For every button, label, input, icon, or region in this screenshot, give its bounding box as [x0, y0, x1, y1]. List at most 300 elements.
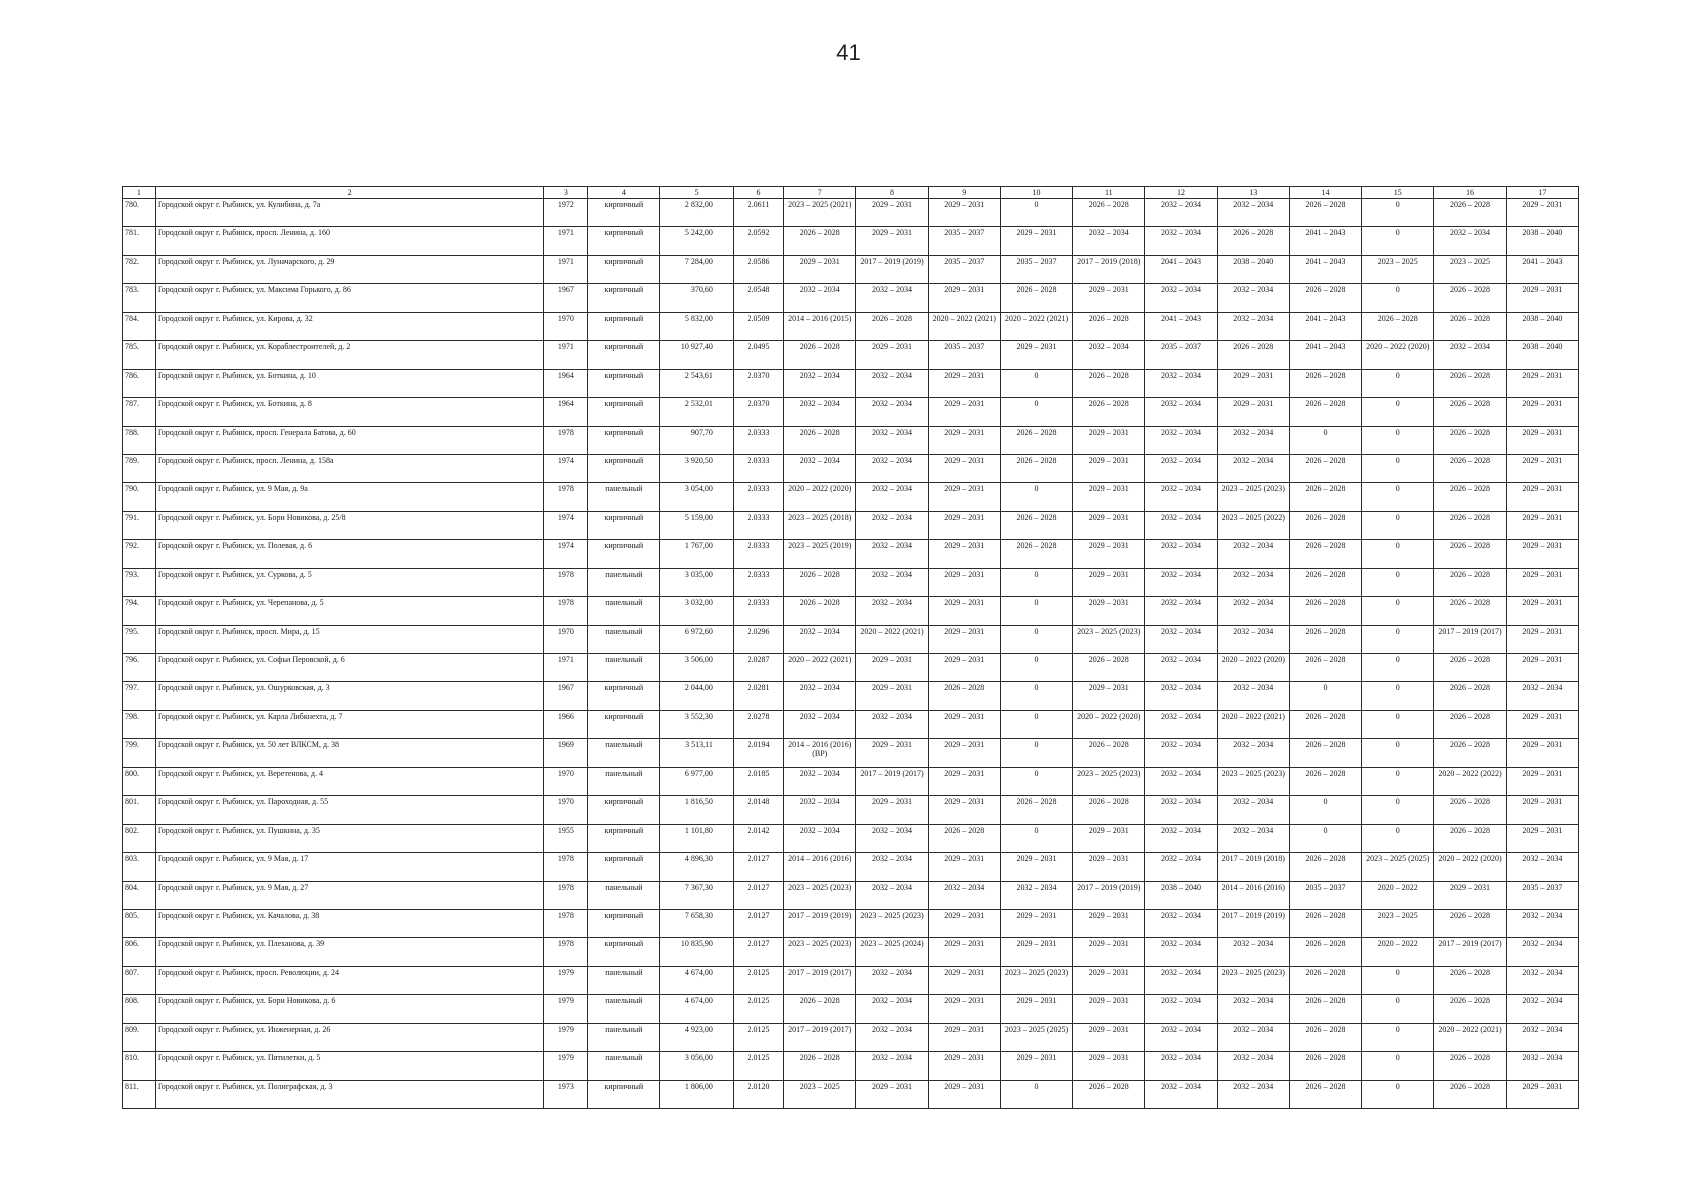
period-col-15-cell: 0 — [1362, 199, 1434, 227]
table-row — [123, 909, 1579, 937]
period-col-17-cell: 2029 – 2031 — [1506, 654, 1578, 682]
period-col-7-cell: 2017 – 2019 (2017) — [784, 966, 856, 994]
period-col-14-cell: 2041 – 2043 — [1289, 255, 1361, 283]
wall-material-cell: кирпичный — [588, 824, 660, 852]
period-col-9-cell: 2029 – 2031 — [928, 909, 1000, 937]
address-cell: Городской округ г. Рыбинск, просп. Революции, д. 24 — [155, 966, 544, 994]
period-col-13-cell: 2032 – 2034 — [1217, 199, 1289, 227]
address-cell: Городской округ г. Рыбинск, ул. Луначарского, д. 29 — [155, 255, 544, 283]
year-built-cell: 1964 — [544, 369, 588, 397]
period-col-7-cell: 2032 – 2034 — [784, 284, 856, 312]
address-cell: Городской округ г. Рыбинск, ул. Бори Новикова, д. 25/8 — [155, 511, 544, 539]
column-header-11: 11 — [1073, 187, 1145, 199]
year-built-cell: 1979 — [544, 1023, 588, 1051]
period-col-16-cell: 2026 – 2028 — [1434, 1052, 1506, 1080]
year-built-cell: 1970 — [544, 312, 588, 340]
period-col-17-cell: 2029 – 2031 — [1506, 625, 1578, 653]
address-cell: Городской округ г. Рыбинск, ул. Карла Либкнехта, д. 7 — [155, 710, 544, 738]
table-row — [123, 995, 1579, 1023]
period-col-14-cell: 2026 – 2028 — [1289, 398, 1361, 426]
period-col-15-cell: 0 — [1362, 966, 1434, 994]
period-col-9-cell: 2035 – 2037 — [928, 227, 1000, 255]
period-col-8-cell: 2020 – 2022 (2021) — [856, 625, 928, 653]
period-col-9-cell: 2029 – 2031 — [928, 597, 1000, 625]
address-cell: Городской округ г. Рыбинск, ул. Полиграфская, д. 3 — [155, 1080, 544, 1108]
period-col-8-cell: 2032 – 2034 — [856, 853, 928, 881]
period-col-11-cell: 2023 – 2025 (2023) — [1073, 625, 1145, 653]
period-col-14-cell: 2026 – 2028 — [1289, 909, 1361, 937]
wall-material-cell: панельный — [588, 1023, 660, 1051]
period-col-16-cell: 2026 – 2028 — [1434, 654, 1506, 682]
year-built-cell: 1978 — [544, 568, 588, 596]
total-area-cell: 3 920,50 — [660, 454, 733, 482]
period-col-17-cell: 2029 – 2031 — [1506, 568, 1578, 596]
address-cell: Городской округ г. Рыбинск, ул. Суркова, д. 5 — [155, 568, 544, 596]
address-cell: Городской округ г. Рыбинск, ул. Кирова, д. 32 — [155, 312, 544, 340]
period-col-14-cell: 2026 – 2028 — [1289, 739, 1361, 767]
year-built-cell: 1978 — [544, 909, 588, 937]
period-col-16-cell: 2026 – 2028 — [1434, 710, 1506, 738]
year-built-cell: 1974 — [544, 454, 588, 482]
period-col-9-cell: 2029 – 2031 — [928, 654, 1000, 682]
column-header-12: 12 — [1145, 187, 1217, 199]
wall-material-cell: кирпичный — [588, 909, 660, 937]
period-col-9-cell: 2029 – 2031 — [928, 540, 1000, 568]
period-col-16-cell: 2032 – 2034 — [1434, 341, 1506, 369]
period-col-8-cell: 2032 – 2034 — [856, 881, 928, 909]
period-col-7-cell: 2023 – 2025 — [784, 1080, 856, 1108]
period-col-7-cell: 2032 – 2034 — [784, 369, 856, 397]
total-area-cell: 7 284,00 — [660, 255, 733, 283]
priority-index-cell: 2.0125 — [733, 995, 783, 1023]
period-col-15-cell: 0 — [1362, 1052, 1434, 1080]
period-col-7-cell: 2014 – 2016 (2015) — [784, 312, 856, 340]
period-col-15-cell: 2020 – 2022 (2020) — [1362, 341, 1434, 369]
period-col-11-cell: 2029 – 2031 — [1073, 511, 1145, 539]
period-col-16-cell: 2020 – 2022 (2022) — [1434, 767, 1506, 795]
period-col-17-cell: 2032 – 2034 — [1506, 682, 1578, 710]
period-col-8-cell: 2017 – 2019 (2017) — [856, 767, 928, 795]
period-col-15-cell: 0 — [1362, 227, 1434, 255]
period-col-8-cell: 2032 – 2034 — [856, 454, 928, 482]
period-col-7-cell: 2026 – 2028 — [784, 1052, 856, 1080]
period-col-16-cell: 2026 – 2028 — [1434, 426, 1506, 454]
period-col-7-cell: 2032 – 2034 — [784, 398, 856, 426]
period-col-7-cell: 2014 – 2016 (2016) (ВР) — [784, 739, 856, 767]
year-built-cell: 1967 — [544, 284, 588, 312]
period-col-7-cell: 2026 – 2028 — [784, 227, 856, 255]
row-number-cell: 795. — [123, 625, 156, 653]
table-row — [123, 312, 1579, 340]
period-col-15-cell: 0 — [1362, 369, 1434, 397]
period-col-10-cell: 2029 – 2031 — [1000, 853, 1072, 881]
period-col-15-cell: 0 — [1362, 739, 1434, 767]
period-col-9-cell: 2032 – 2034 — [928, 881, 1000, 909]
period-col-14-cell: 2026 – 2028 — [1289, 284, 1361, 312]
period-col-8-cell: 2023 – 2025 (2023) — [856, 909, 928, 937]
period-col-8-cell: 2029 – 2031 — [856, 682, 928, 710]
wall-material-cell: панельный — [588, 881, 660, 909]
period-col-16-cell: 2026 – 2028 — [1434, 682, 1506, 710]
wall-material-cell: кирпичный — [588, 796, 660, 824]
total-area-cell: 5 159,00 — [660, 511, 733, 539]
period-col-8-cell: 2032 – 2034 — [856, 1052, 928, 1080]
year-built-cell: 1970 — [544, 767, 588, 795]
priority-index-cell: 2.0278 — [733, 710, 783, 738]
table-row — [123, 853, 1579, 881]
year-built-cell: 1966 — [544, 710, 588, 738]
priority-index-cell: 2.0548 — [733, 284, 783, 312]
period-col-8-cell: 2029 – 2031 — [856, 654, 928, 682]
period-col-11-cell: 2029 – 2031 — [1073, 568, 1145, 596]
year-built-cell: 1978 — [544, 938, 588, 966]
wall-material-cell: кирпичный — [588, 284, 660, 312]
period-col-12-cell: 2032 – 2034 — [1145, 767, 1217, 795]
table-row — [123, 284, 1579, 312]
column-header-17: 17 — [1506, 187, 1578, 199]
period-col-14-cell: 2026 – 2028 — [1289, 511, 1361, 539]
period-col-7-cell: 2032 – 2034 — [784, 625, 856, 653]
period-col-17-cell: 2032 – 2034 — [1506, 853, 1578, 881]
period-col-10-cell: 0 — [1000, 1080, 1072, 1108]
period-col-10-cell: 2020 – 2022 (2021) — [1000, 312, 1072, 340]
year-built-cell: 1971 — [544, 255, 588, 283]
table-row — [123, 597, 1579, 625]
period-col-10-cell: 0 — [1000, 597, 1072, 625]
period-col-8-cell: 2032 – 2034 — [856, 284, 928, 312]
row-number-cell: 781. — [123, 227, 156, 255]
priority-index-cell: 2.0127 — [733, 938, 783, 966]
year-built-cell: 1979 — [544, 995, 588, 1023]
table-row — [123, 568, 1579, 596]
year-built-cell: 1967 — [544, 682, 588, 710]
page-number: 41 — [836, 40, 861, 65]
period-col-14-cell: 2026 – 2028 — [1289, 369, 1361, 397]
period-col-13-cell: 2023 – 2025 (2023) — [1217, 767, 1289, 795]
period-col-7-cell: 2032 – 2034 — [784, 710, 856, 738]
total-area-cell: 3 056,00 — [660, 1052, 733, 1080]
priority-index-cell: 2.0148 — [733, 796, 783, 824]
period-col-13-cell: 2032 – 2034 — [1217, 1052, 1289, 1080]
row-number-cell: 790. — [123, 483, 156, 511]
wall-material-cell: кирпичный — [588, 255, 660, 283]
period-col-9-cell: 2029 – 2031 — [928, 938, 1000, 966]
period-col-17-cell: 2029 – 2031 — [1506, 739, 1578, 767]
period-col-13-cell: 2023 – 2025 (2023) — [1217, 966, 1289, 994]
period-col-16-cell: 2026 – 2028 — [1434, 284, 1506, 312]
priority-index-cell: 2.0125 — [733, 966, 783, 994]
period-col-16-cell: 2026 – 2028 — [1434, 1080, 1506, 1108]
period-col-7-cell: 2014 – 2016 (2016) — [784, 853, 856, 881]
period-col-16-cell: 2026 – 2028 — [1434, 483, 1506, 511]
period-col-9-cell: 2029 – 2031 — [928, 1080, 1000, 1108]
period-col-9-cell: 2029 – 2031 — [928, 199, 1000, 227]
period-col-8-cell: 2032 – 2034 — [856, 824, 928, 852]
period-col-15-cell: 0 — [1362, 1080, 1434, 1108]
period-col-8-cell: 2032 – 2034 — [856, 540, 928, 568]
row-number-cell: 797. — [123, 682, 156, 710]
period-col-10-cell: 0 — [1000, 654, 1072, 682]
period-col-8-cell: 2032 – 2034 — [856, 966, 928, 994]
period-col-12-cell: 2041 – 2043 — [1145, 255, 1217, 283]
period-col-11-cell: 2029 – 2031 — [1073, 483, 1145, 511]
period-col-16-cell: 2017 – 2019 (2017) — [1434, 938, 1506, 966]
address-cell: Городской округ г. Рыбинск, ул. 9 Мая, д. 9а — [155, 483, 544, 511]
period-col-10-cell: 0 — [1000, 568, 1072, 596]
period-col-16-cell: 2023 – 2025 — [1434, 255, 1506, 283]
period-col-11-cell: 2029 – 2031 — [1073, 909, 1145, 937]
table-row — [123, 255, 1579, 283]
priority-index-cell: 2.0142 — [733, 824, 783, 852]
period-col-12-cell: 2032 – 2034 — [1145, 426, 1217, 454]
period-col-10-cell: 2023 – 2025 (2025) — [1000, 1023, 1072, 1051]
row-number-cell: 788. — [123, 426, 156, 454]
period-col-13-cell: 2029 – 2031 — [1217, 369, 1289, 397]
housing-register-table — [122, 186, 1579, 1109]
year-built-cell: 1979 — [544, 966, 588, 994]
period-col-16-cell: 2026 – 2028 — [1434, 540, 1506, 568]
year-built-cell: 1971 — [544, 654, 588, 682]
year-built-cell: 1978 — [544, 597, 588, 625]
period-col-12-cell: 2032 – 2034 — [1145, 853, 1217, 881]
period-col-17-cell: 2032 – 2034 — [1506, 909, 1578, 937]
period-col-15-cell: 2023 – 2025 — [1362, 909, 1434, 937]
period-col-12-cell: 2038 – 2040 — [1145, 881, 1217, 909]
table-row — [123, 426, 1579, 454]
period-col-14-cell: 2026 – 2028 — [1289, 568, 1361, 596]
period-col-8-cell: 2032 – 2034 — [856, 511, 928, 539]
period-col-7-cell: 2026 – 2028 — [784, 597, 856, 625]
priority-index-cell: 2.0296 — [733, 625, 783, 653]
wall-material-cell: кирпичный — [588, 511, 660, 539]
period-col-13-cell: 2032 – 2034 — [1217, 1080, 1289, 1108]
row-number-cell: 804. — [123, 881, 156, 909]
period-col-16-cell: 2026 – 2028 — [1434, 739, 1506, 767]
total-area-cell: 5 832,00 — [660, 312, 733, 340]
period-col-8-cell: 2029 – 2031 — [856, 1080, 928, 1108]
period-col-10-cell: 2029 – 2031 — [1000, 938, 1072, 966]
row-number-cell: 801. — [123, 796, 156, 824]
total-area-cell: 3 032,00 — [660, 597, 733, 625]
period-col-11-cell: 2029 – 2031 — [1073, 682, 1145, 710]
period-col-8-cell: 2032 – 2034 — [856, 369, 928, 397]
period-col-10-cell: 2026 – 2028 — [1000, 454, 1072, 482]
period-col-14-cell: 2026 – 2028 — [1289, 1052, 1361, 1080]
period-col-13-cell: 2032 – 2034 — [1217, 312, 1289, 340]
period-col-9-cell: 2029 – 2031 — [928, 369, 1000, 397]
address-cell: Городской округ г. Рыбинск, ул. Пароходная, д. 55 — [155, 796, 544, 824]
period-col-8-cell: 2032 – 2034 — [856, 426, 928, 454]
period-col-17-cell: 2038 – 2040 — [1506, 341, 1578, 369]
period-col-9-cell: 2029 – 2031 — [928, 398, 1000, 426]
priority-index-cell: 2.0333 — [733, 426, 783, 454]
total-area-cell: 2 543,61 — [660, 369, 733, 397]
row-number-cell: 809. — [123, 1023, 156, 1051]
period-col-11-cell: 2029 – 2031 — [1073, 1052, 1145, 1080]
period-col-13-cell: 2020 – 2022 (2020) — [1217, 654, 1289, 682]
row-number-cell: 799. — [123, 739, 156, 767]
table-row — [123, 511, 1579, 539]
period-col-11-cell: 2029 – 2031 — [1073, 938, 1145, 966]
column-header-6: 6 — [733, 187, 783, 199]
period-col-9-cell: 2020 – 2022 (2021) — [928, 312, 1000, 340]
period-col-16-cell: 2026 – 2028 — [1434, 909, 1506, 937]
period-col-10-cell: 2029 – 2031 — [1000, 341, 1072, 369]
year-built-cell: 1970 — [544, 625, 588, 653]
wall-material-cell: панельный — [588, 625, 660, 653]
period-col-15-cell: 0 — [1362, 824, 1434, 852]
table-row — [123, 938, 1579, 966]
wall-material-cell: панельный — [588, 739, 660, 767]
period-col-15-cell: 0 — [1362, 540, 1434, 568]
period-col-16-cell: 2026 – 2028 — [1434, 824, 1506, 852]
period-col-16-cell: 2026 – 2028 — [1434, 199, 1506, 227]
period-col-10-cell: 0 — [1000, 739, 1072, 767]
year-built-cell: 1972 — [544, 199, 588, 227]
period-col-8-cell: 2029 – 2031 — [856, 227, 928, 255]
wall-material-cell: панельный — [588, 767, 660, 795]
row-number-cell: 796. — [123, 654, 156, 682]
priority-index-cell: 2.0125 — [733, 1023, 783, 1051]
address-cell: Городской округ г. Рыбинск, ул. Боткина, д. 8 — [155, 398, 544, 426]
period-col-14-cell: 0 — [1289, 426, 1361, 454]
period-col-11-cell: 2029 – 2031 — [1073, 540, 1145, 568]
address-cell: Городской округ г. Рыбинск, просп. Генерала Батова, д. 60 — [155, 426, 544, 454]
period-col-9-cell: 2029 – 2031 — [928, 767, 1000, 795]
priority-index-cell: 2.0370 — [733, 369, 783, 397]
year-built-cell: 1978 — [544, 483, 588, 511]
year-built-cell: 1971 — [544, 341, 588, 369]
period-col-9-cell: 2026 – 2028 — [928, 682, 1000, 710]
column-header-1: 1 — [123, 187, 156, 199]
period-col-15-cell: 2026 – 2028 — [1362, 312, 1434, 340]
period-col-14-cell: 0 — [1289, 824, 1361, 852]
wall-material-cell: панельный — [588, 654, 660, 682]
total-area-cell: 4 674,00 — [660, 966, 733, 994]
period-col-15-cell: 0 — [1362, 597, 1434, 625]
period-col-17-cell: 2029 – 2031 — [1506, 426, 1578, 454]
period-col-9-cell: 2026 – 2028 — [928, 824, 1000, 852]
period-col-13-cell: 2032 – 2034 — [1217, 454, 1289, 482]
period-col-16-cell: 2026 – 2028 — [1434, 312, 1506, 340]
period-col-17-cell: 2029 – 2031 — [1506, 454, 1578, 482]
period-col-17-cell: 2029 – 2031 — [1506, 597, 1578, 625]
period-col-12-cell: 2032 – 2034 — [1145, 625, 1217, 653]
period-col-7-cell: 2026 – 2028 — [784, 995, 856, 1023]
period-col-8-cell: 2032 – 2034 — [856, 483, 928, 511]
period-col-16-cell: 2020 – 2022 (2020) — [1434, 853, 1506, 881]
priority-index-cell: 2.0333 — [733, 540, 783, 568]
period-col-16-cell: 2026 – 2028 — [1434, 966, 1506, 994]
period-col-10-cell: 2032 – 2034 — [1000, 881, 1072, 909]
period-col-17-cell: 2032 – 2034 — [1506, 995, 1578, 1023]
priority-index-cell: 2.0185 — [733, 767, 783, 795]
row-number-cell: 806. — [123, 938, 156, 966]
period-col-7-cell: 2023 – 2025 (2021) — [784, 199, 856, 227]
priority-index-cell: 2.0370 — [733, 398, 783, 426]
period-col-13-cell: 2026 – 2028 — [1217, 227, 1289, 255]
period-col-11-cell: 2029 – 2031 — [1073, 597, 1145, 625]
period-col-8-cell: 2029 – 2031 — [856, 739, 928, 767]
period-col-15-cell: 0 — [1362, 483, 1434, 511]
table-row — [123, 369, 1579, 397]
period-col-14-cell: 2035 – 2037 — [1289, 881, 1361, 909]
row-number-cell: 800. — [123, 767, 156, 795]
period-col-7-cell: 2029 – 2031 — [784, 255, 856, 283]
period-col-14-cell: 2026 – 2028 — [1289, 995, 1361, 1023]
period-col-11-cell: 2029 – 2031 — [1073, 995, 1145, 1023]
period-col-13-cell: 2032 – 2034 — [1217, 625, 1289, 653]
period-col-8-cell: 2032 – 2034 — [856, 1023, 928, 1051]
period-col-12-cell: 2032 – 2034 — [1145, 796, 1217, 824]
period-col-7-cell: 2017 – 2019 (2017) — [784, 1023, 856, 1051]
period-col-10-cell: 2029 – 2031 — [1000, 1052, 1072, 1080]
total-area-cell: 3 054,00 — [660, 483, 733, 511]
period-col-15-cell: 0 — [1362, 654, 1434, 682]
period-col-17-cell: 2032 – 2034 — [1506, 1023, 1578, 1051]
period-col-11-cell: 2029 – 2031 — [1073, 454, 1145, 482]
address-cell: Городской округ г. Рыбинск, ул. Ошурковская, д. 3 — [155, 682, 544, 710]
column-header-8: 8 — [856, 187, 928, 199]
period-col-17-cell: 2029 – 2031 — [1506, 824, 1578, 852]
address-cell: Городской округ г. Рыбинск, ул. 9 Мая, д. 27 — [155, 881, 544, 909]
priority-index-cell: 2.0120 — [733, 1080, 783, 1108]
period-col-11-cell: 2026 – 2028 — [1073, 1080, 1145, 1108]
period-col-13-cell: 2038 – 2040 — [1217, 255, 1289, 283]
table-row — [123, 1023, 1579, 1051]
year-built-cell: 1978 — [544, 881, 588, 909]
row-number-cell: 807. — [123, 966, 156, 994]
total-area-cell: 6 977,00 — [660, 767, 733, 795]
period-col-12-cell: 2032 – 2034 — [1145, 1080, 1217, 1108]
period-col-14-cell: 2026 – 2028 — [1289, 767, 1361, 795]
period-col-8-cell: 2029 – 2031 — [856, 199, 928, 227]
table-row — [123, 739, 1579, 767]
period-col-9-cell: 2035 – 2037 — [928, 255, 1000, 283]
period-col-16-cell: 2026 – 2028 — [1434, 796, 1506, 824]
row-number-cell: 793. — [123, 568, 156, 596]
total-area-cell: 3 552,30 — [660, 710, 733, 738]
year-built-cell: 1978 — [544, 853, 588, 881]
year-built-cell: 1969 — [544, 739, 588, 767]
period-col-13-cell: 2032 – 2034 — [1217, 682, 1289, 710]
period-col-12-cell: 2032 – 2034 — [1145, 540, 1217, 568]
period-col-13-cell: 2032 – 2034 — [1217, 1023, 1289, 1051]
column-header-5: 5 — [660, 187, 733, 199]
period-col-10-cell: 0 — [1000, 625, 1072, 653]
period-col-14-cell: 2026 – 2028 — [1289, 1023, 1361, 1051]
period-col-11-cell: 2026 – 2028 — [1073, 796, 1145, 824]
priority-index-cell: 2.0495 — [733, 341, 783, 369]
wall-material-cell: панельный — [588, 995, 660, 1023]
period-col-9-cell: 2029 – 2031 — [928, 511, 1000, 539]
period-col-14-cell: 2026 – 2028 — [1289, 199, 1361, 227]
wall-material-cell: кирпичный — [588, 1080, 660, 1108]
period-col-10-cell: 2026 – 2028 — [1000, 511, 1072, 539]
period-col-17-cell: 2029 – 2031 — [1506, 483, 1578, 511]
table-row — [123, 341, 1579, 369]
period-col-16-cell: 2026 – 2028 — [1434, 568, 1506, 596]
period-col-14-cell: 2026 – 2028 — [1289, 938, 1361, 966]
row-number-cell: 786. — [123, 369, 156, 397]
period-col-17-cell: 2038 – 2040 — [1506, 312, 1578, 340]
period-col-17-cell: 2032 – 2034 — [1506, 966, 1578, 994]
period-col-7-cell: 2026 – 2028 — [784, 568, 856, 596]
period-col-10-cell: 0 — [1000, 767, 1072, 795]
row-number-cell: 810. — [123, 1052, 156, 1080]
period-col-14-cell: 2026 – 2028 — [1289, 625, 1361, 653]
table-row — [123, 454, 1579, 482]
